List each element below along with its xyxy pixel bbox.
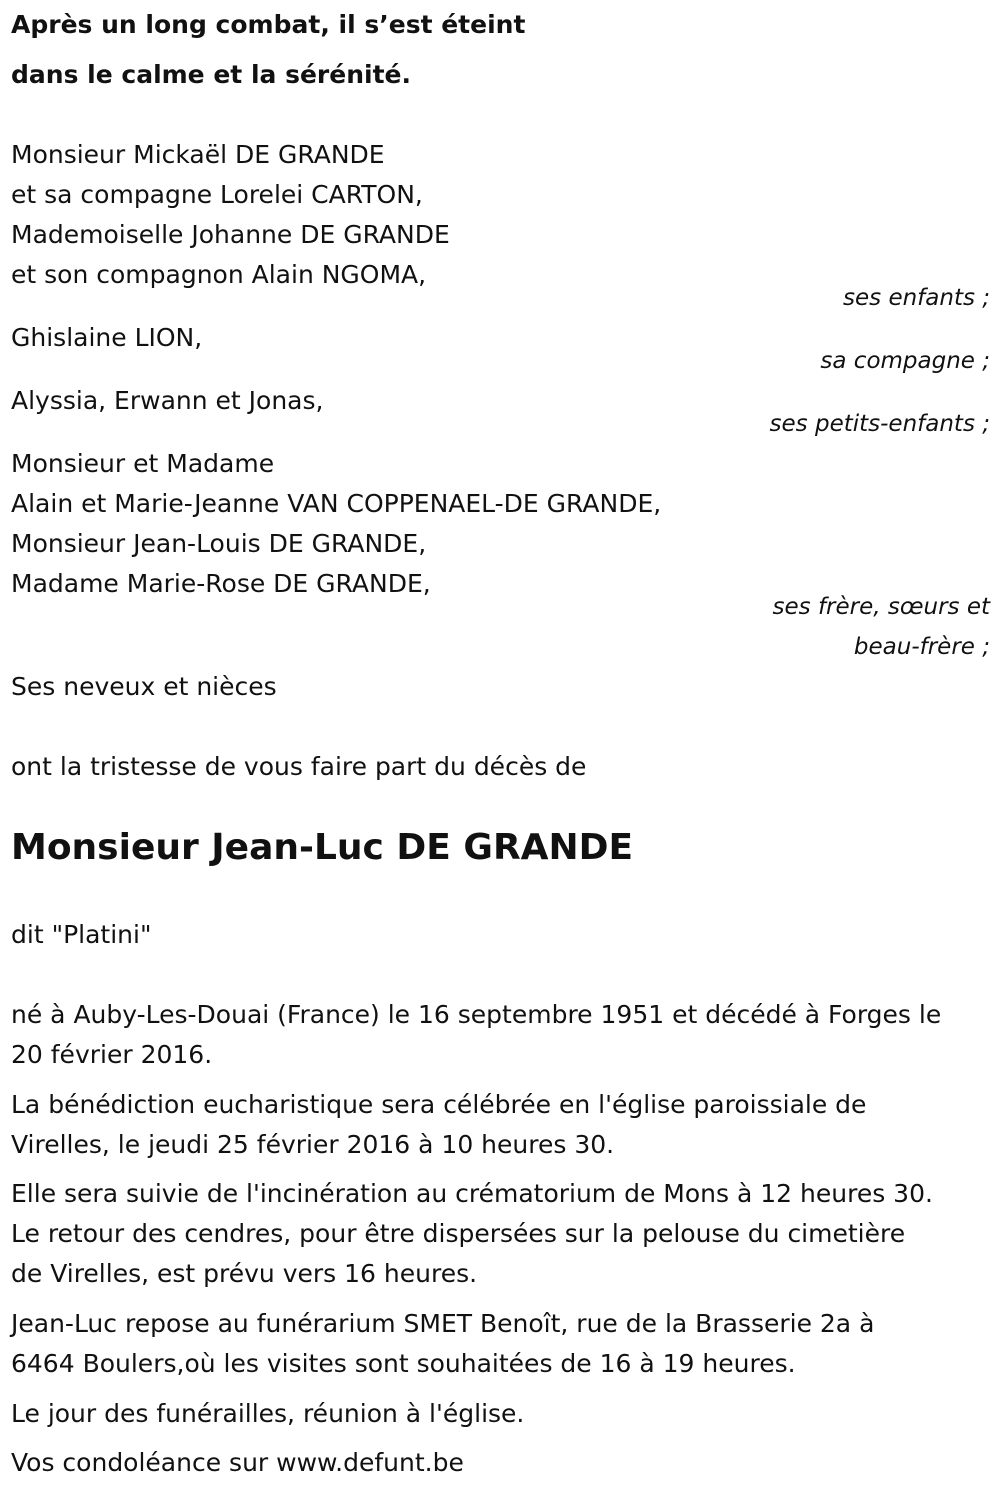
deceased-name: Monsieur Jean-Luc DE GRANDE (11, 827, 634, 868)
children-role: ses enfants ; (843, 285, 990, 311)
intro-line-1: Après un long combat, il s’est éteint (11, 10, 526, 39)
ceremony-line-2: Virelles, le jeudi 25 février 2016 à 10 heures 30. (11, 1130, 615, 1159)
children-name-3: Mademoiselle Johanne DE GRANDE (11, 220, 450, 249)
intro-line-2: dans le calme et la sérénité. (11, 60, 411, 89)
cremation-line-1: Elle sera suivie de l'incinération au crématorium de Mons à 12 heures 30. (11, 1179, 933, 1208)
siblings-name-4: Madame Marie-Rose DE GRANDE, (11, 569, 431, 598)
partner-role: sa compagne ; (820, 348, 990, 374)
birth-death-line-2: 20 février 2016. (11, 1040, 213, 1069)
siblings-role-2: beau-frère ; (853, 634, 990, 660)
nickname-line: dit "Platini" (11, 920, 152, 949)
grandchildren-role: ses petits-enfants ; (769, 411, 990, 437)
cremation-line-2: Le retour des cendres, pour être dispersées sur la pelouse du cimetière (11, 1219, 906, 1248)
birth-death-line-1: né à Auby-Les-Douai (France) le 16 septembre 1951 et décédé à Forges le (11, 1000, 942, 1029)
children-name-4: et son compagnon Alain NGOMA, (11, 260, 427, 289)
announcement-line: ont la tristesse de vous faire part du décès de (11, 752, 587, 781)
siblings-name-2: Alain et Marie-Jeanne VAN COPPENAEL-DE GRANDE, (11, 489, 662, 518)
children-name-2: et sa compagne Lorelei CARTON, (11, 180, 423, 209)
funerarium-line-2: 6464 Boulers,où les visites sont souhaitées de 16 à 19 heures. (11, 1349, 796, 1378)
ceremony-line-1: La bénédiction eucharistique sera célébrée en l'église paroissiale de (11, 1090, 867, 1119)
cremation-line-3: de Virelles, est prévu vers 16 heures. (11, 1259, 478, 1288)
partner-name: Ghislaine LION, (11, 323, 203, 352)
siblings-role-1: ses frère, sœurs et (772, 594, 990, 620)
siblings-name-1: Monsieur et Madame (11, 449, 275, 478)
nephews-line: Ses neveux et nièces (11, 672, 277, 701)
condolences-line: Vos condoléance sur www.defunt.be (11, 1448, 464, 1477)
siblings-name-3: Monsieur Jean-Louis DE GRANDE, (11, 529, 427, 558)
meeting-line: Le jour des funérailles, réunion à l'église. (11, 1399, 525, 1428)
children-name-1: Monsieur Mickaël DE GRANDE (11, 140, 385, 169)
funerarium-line-1: Jean-Luc repose au funérarium SMET Benoît, rue de la Brasserie 2a à (11, 1309, 875, 1338)
grandchildren-names: Alyssia, Erwann et Jonas, (11, 386, 324, 415)
